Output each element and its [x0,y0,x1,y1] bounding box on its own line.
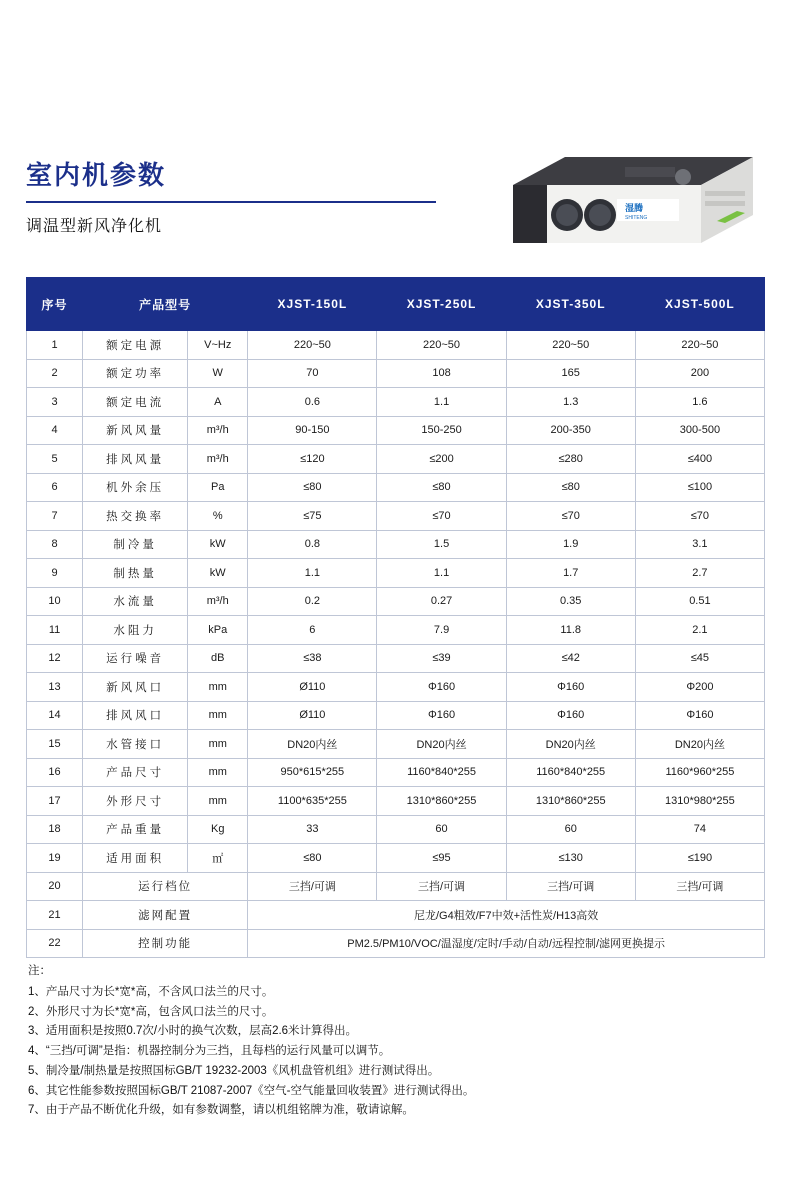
row-label: 排风风量 [83,445,188,474]
row-unit: A [188,388,248,417]
row-no: 20 [27,872,83,901]
table-row [27,844,765,873]
table-row [27,673,765,702]
table-row [27,815,765,844]
table-row [27,901,765,930]
table-row [27,530,765,559]
header-model-500l: XJST-500L [635,278,764,331]
row-value-250l: 150-250 [377,416,506,445]
row-value-250l: 7.9 [377,616,506,645]
row-value-500l: ≤100 [635,473,764,502]
row-value-500l: ≤70 [635,502,764,531]
row-label: 额定电源 [83,331,188,360]
row-value-350l: 200-350 [506,416,635,445]
row-value-150l: 1100*635*255 [248,787,377,816]
row-value-250l: Φ160 [377,673,506,702]
row-value-250l: 108 [377,359,506,388]
row-value-500l: 3.1 [635,530,764,559]
row-no: 21 [27,901,83,930]
header-model-150l: XJST-150L [248,278,377,331]
row-value-500l: 1.6 [635,388,764,417]
row-label: 额定电流 [83,388,188,417]
row-value-150l: 220~50 [248,331,377,360]
row-value-500l: Φ160 [635,701,764,730]
row-value-350l: ≤130 [506,844,635,873]
row-unit: V~Hz [188,331,248,360]
notes-section [28,962,728,1121]
spec-table [26,277,765,958]
row-label: 产品尺寸 [83,758,188,787]
header-no: 序号 [27,278,83,331]
row-value-500l: 2.7 [635,559,764,588]
row-label: 控制功能 [83,929,248,958]
table-row [27,331,765,360]
row-value-150l: ≤75 [248,502,377,531]
table-row [27,644,765,673]
row-value-350l: 1.3 [506,388,635,417]
row-no: 7 [27,502,83,531]
row-no: 4 [27,416,83,445]
row-value-500l: 0.51 [635,587,764,616]
product-photo [505,155,755,250]
row-value-500l: ≤45 [635,644,764,673]
note-item: 4、“三挡/可调”是指：机器控制分为三挡，且每档的运行风量可以调节。 [28,1045,391,1058]
row-label: 水管接口 [83,730,188,759]
row-no: 14 [27,701,83,730]
row-value-350l: 60 [506,815,635,844]
row-no: 12 [27,644,83,673]
table-row [27,787,765,816]
row-value-150l: 0.8 [248,530,377,559]
row-value-150l: 33 [248,815,377,844]
row-value-250l: ≤95 [377,844,506,873]
row-no: 15 [27,730,83,759]
row-value-150l: Ø110 [248,701,377,730]
row-value-250l: 1310*860*255 [377,787,506,816]
header-model-250l: XJST-250L [377,278,506,331]
row-value-250l: ≤70 [377,502,506,531]
row-label: 滤网配置 [83,901,248,930]
row-value-350l: ≤42 [506,644,635,673]
table-row [27,559,765,588]
table-row [27,473,765,502]
row-value-500l: 74 [635,815,764,844]
row-no: 3 [27,388,83,417]
row-no: 2 [27,359,83,388]
row-value-250l: 60 [377,815,506,844]
row-value-350l: 1160*840*255 [506,758,635,787]
row-unit: Kg [188,815,248,844]
row-no: 22 [27,929,83,958]
row-unit: m³/h [188,587,248,616]
row-value-250l: 1160*840*255 [377,758,506,787]
table-row [27,758,765,787]
row-value-350l: 1.7 [506,559,635,588]
row-value-250l: ≤200 [377,445,506,474]
svg-text:湿腾: 湿腾 [625,203,644,213]
row-value-350l: 165 [506,359,635,388]
row-label: 新风风口 [83,673,188,702]
row-value-250l: 220~50 [377,331,506,360]
row-label: 运行档位 [83,872,248,901]
row-value-350l: 1.9 [506,530,635,559]
row-label: 机外余压 [83,473,188,502]
row-label: 适用面积 [83,844,188,873]
row-label: 产品重量 [83,815,188,844]
row-value-150l: 950*615*255 [248,758,377,787]
row-unit: mm [188,673,248,702]
row-value-150l: ≤38 [248,644,377,673]
row-unit: mm [188,758,248,787]
row-value-250l: ≤39 [377,644,506,673]
table-row [27,587,765,616]
row-value-150l: 0.6 [248,388,377,417]
row-no: 9 [27,559,83,588]
row-value-500l: 1310*980*255 [635,787,764,816]
row-value-150l: ≤80 [248,844,377,873]
row-value-150l: DN20内丝 [248,730,377,759]
table-header-row [27,278,765,331]
row-value-150l: 0.2 [248,587,377,616]
row-value-250l: 1.1 [377,559,506,588]
spec-table-container [26,277,765,958]
svg-text:SHITENG: SHITENG [625,215,648,221]
row-label: 新风风量 [83,416,188,445]
row-value-350l: 220~50 [506,331,635,360]
row-value-500l: DN20内丝 [635,730,764,759]
table-row [27,502,765,531]
title-divider [26,201,436,203]
row-value-250l: 三挡/可调 [377,872,506,901]
row-no: 17 [27,787,83,816]
row-no: 11 [27,616,83,645]
page-subtitle: 调温型新风净化机 [26,218,163,236]
row-value-all: 尼龙/G4粗效/F7中效+活性炭/H13高效 [248,901,765,930]
row-value-350l: 1310*860*255 [506,787,635,816]
row-value-350l: DN20内丝 [506,730,635,759]
row-value-150l: 1.1 [248,559,377,588]
row-value-all: PM2.5/PM10/VOC/温湿度/定时/手动/自动/远程控制/滤网更换提示 [248,929,765,958]
row-unit: kPa [188,616,248,645]
row-value-150l: ≤80 [248,473,377,502]
row-value-150l: 三挡/可调 [248,872,377,901]
row-unit: mm [188,730,248,759]
row-value-350l: 0.35 [506,587,635,616]
row-unit: kW [188,559,248,588]
row-value-500l: Φ200 [635,673,764,702]
row-unit: kW [188,530,248,559]
row-unit: ㎡ [188,844,248,873]
row-value-150l: Ø110 [248,673,377,702]
row-label: 制热量 [83,559,188,588]
table-row [27,929,765,958]
row-label: 运行噪音 [83,644,188,673]
row-no: 5 [27,445,83,474]
row-no: 8 [27,530,83,559]
table-row [27,730,765,759]
row-unit: m³/h [188,445,248,474]
table-row [27,872,765,901]
note-item: 7、由于产品不断优化升级，如有参数调整，请以机组铭牌为准，敬请谅解。 [28,1104,414,1117]
row-value-350l: 11.8 [506,616,635,645]
row-value-500l: 220~50 [635,331,764,360]
row-value-500l: 300-500 [635,416,764,445]
row-value-150l: 70 [248,359,377,388]
note-item: 3、适用面积是按照0.7次/小时的换气次数，层高2.6米计算得出。 [28,1025,358,1038]
row-value-500l: ≤400 [635,445,764,474]
table-row [27,359,765,388]
row-value-500l: ≤190 [635,844,764,873]
row-value-350l: Φ160 [506,701,635,730]
row-label: 热交换率 [83,502,188,531]
table-row [27,416,765,445]
row-value-350l: ≤80 [506,473,635,502]
row-label: 排风风口 [83,701,188,730]
header-model-350l: XJST-350L [506,278,635,331]
row-unit: m³/h [188,416,248,445]
row-no: 10 [27,587,83,616]
row-value-350l: 三挡/可调 [506,872,635,901]
page-header [26,160,456,236]
note-item: 2、外形尺寸为长*宽*高，包含风口法兰的尺寸。 [28,1005,274,1018]
table-row [27,445,765,474]
row-label: 制冷量 [83,530,188,559]
table-row [27,616,765,645]
row-unit: % [188,502,248,531]
header-model-name: 产品型号 [83,278,248,331]
note-item: 6、其它性能参数按照国标GB/T 21087-2007《空气-空气能量回收装置》进行测试得出。 [28,1084,475,1097]
notes-title: 注： [28,965,51,977]
row-label: 水流量 [83,587,188,616]
table-row [27,701,765,730]
row-value-350l: Φ160 [506,673,635,702]
page-title: 室内机参数 [26,160,167,190]
note-item: 1、产品尺寸为长*宽*高，不含风口法兰的尺寸。 [28,985,274,998]
row-unit: dB [188,644,248,673]
row-value-250l: ≤80 [377,473,506,502]
row-no: 16 [27,758,83,787]
row-no: 19 [27,844,83,873]
row-no: 6 [27,473,83,502]
row-value-350l: ≤70 [506,502,635,531]
row-value-500l: 2.1 [635,616,764,645]
note-item: 5、制冷量/制热量是按照国标GB/T 19232-2003《风机盘管机组》进行测试得出。 [28,1064,440,1077]
row-value-500l: 三挡/可调 [635,872,764,901]
row-value-500l: 1160*960*255 [635,758,764,787]
row-no: 13 [27,673,83,702]
row-unit: W [188,359,248,388]
row-value-250l: 0.27 [377,587,506,616]
row-value-250l: Φ160 [377,701,506,730]
row-value-500l: 200 [635,359,764,388]
row-value-350l: ≤280 [506,445,635,474]
row-no: 1 [27,331,83,360]
row-value-150l: 90-150 [248,416,377,445]
row-value-150l: ≤120 [248,445,377,474]
row-label: 水阻力 [83,616,188,645]
row-value-250l: 1.5 [377,530,506,559]
row-unit: mm [188,787,248,816]
row-value-250l: DN20内丝 [377,730,506,759]
row-no: 18 [27,815,83,844]
row-value-250l: 1.1 [377,388,506,417]
table-row [27,388,765,417]
row-label: 额定功率 [83,359,188,388]
row-unit: Pa [188,473,248,502]
row-value-150l: 6 [248,616,377,645]
row-label: 外形尺寸 [83,787,188,816]
row-unit: mm [188,701,248,730]
